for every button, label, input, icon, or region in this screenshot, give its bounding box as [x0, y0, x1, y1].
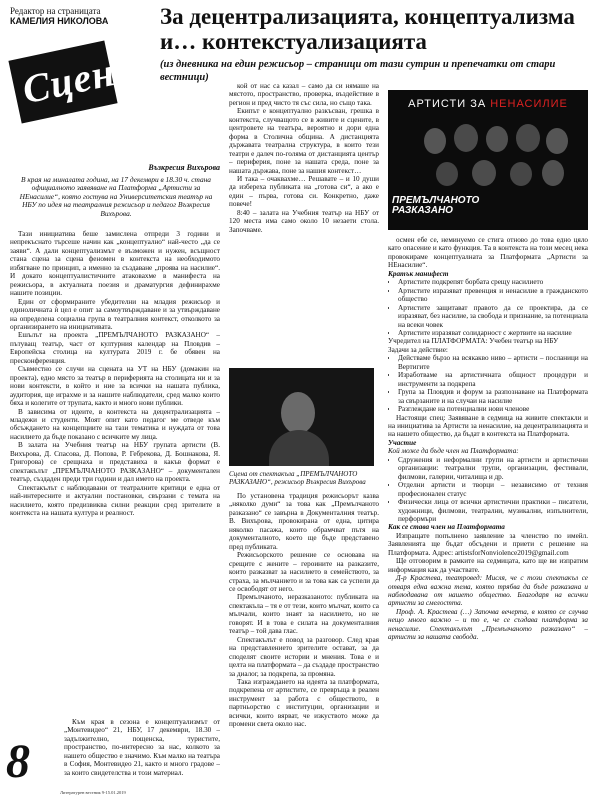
poster-title-a: АРТИСТИ ЗА — [408, 98, 491, 110]
platform-sub: Задачи за действие: — [388, 345, 448, 354]
col1-paragraph: Спектакълът с наблюдавани от театралните критици е една от най-интересните и актуални постановки, свързани с темата на насилието, която предизвиква силни реакции сред зрителите в контекста на нашата култура и реалност. — [10, 483, 220, 517]
author-name: Възкресия Вихърова — [148, 164, 220, 172]
col3-paragraph: Ще отговорим в рамките на седмицата, като ще ви изпратим информация как да участвате. — [388, 557, 588, 574]
col3-paragraph: Проф. А. Крастева (…) Започва вечерта, в която се случва нещо много важно – и то е, че се създава платформа за ненасилие. Спектакълът „Премълчаното разказано“ – артисти за нашата свобода. — [388, 607, 588, 642]
col2-paragraph: Така изграждането на идеята за платформата, подкрепена от артистите, се превръща в реален инструмент за работа с обществото, в партньорство с институции, организации и всички, които вярват, че изкуството може да промени света около нас. — [229, 677, 379, 729]
editor-credit — [10, 6, 108, 26]
portrait — [516, 124, 540, 152]
manifest-heading: Кратък манифест — [388, 269, 449, 278]
page-number: 8 — [6, 735, 30, 788]
platform-paragraph: Настоящи спец: Заявяване в седмица на живите спектакли и на инициатива за Артисти за ненасилие, на децентрализацията и на нашето общество, да бъдат в контекста на Платформата. — [388, 413, 588, 439]
column-3 — [388, 236, 588, 784]
scene-photo — [229, 368, 374, 466]
scene-caption: Сцена от спектакъла „ПРЕМЪЛЧАНОТО РАЗКАЗАНО“, режисьор Възкресия Вихърова — [229, 470, 366, 486]
poster-label-line1: ПРЕМЪЛЧАНОТО — [392, 195, 480, 206]
subhead: (из дневника на един режисьор – страници от тази сутрин и препечатки от стари вестници) — [160, 59, 556, 83]
section-logo: Сцена — [18, 44, 140, 113]
col2-paragraph: Спектакълът е повод за разговор. След края на представлението зрителите остават, за да споделят своите истории и мнения. Това е и целта на платформата – да създаде пространство за диалог, за подкрепа, за промяна. — [229, 635, 379, 678]
col1-paragraph: В зависима от идеите, в контекста на децентрализацията – младежи и студенти. Моят опит като педагог ме отведе към обсъждането на концепциите на тази тематика и нуждата от това насилието да бъде показано с всичките му лица. — [10, 407, 220, 441]
col2-paragraph: Премълчаното, неразказаното: публиката на спектакъла – тя е от тези, които мълчат, които са мълчали, които знаят за насилието, но не говорят. И в това е силата на документалния театър – той дава глас. — [229, 593, 379, 636]
portrait — [436, 162, 458, 186]
column-1-tail — [64, 718, 220, 780]
platform-list — [388, 354, 588, 413]
portrait — [542, 160, 564, 186]
col1-paragraph: В залата на Учебния театър на НБУ групата артисти (В. Вихърова, Д. Спасова, Д. Попова, Р. Гебрекова, Д. Бошнакова, Я. Григорова) се срещнаха и представиха в какъв формат е спектакълът „ПРЕМЪЛЧАНОТО РАЗКАЗАНО“ – документален театър, създаден преди три години и дал името на проекта. — [10, 441, 220, 484]
platform-item: • Действаме бързо на всякакво ниво – артисти – посланици на Вертигите — [398, 354, 588, 371]
editor-name: КАМЕЛИЯ НИКОЛОВА — [10, 16, 109, 26]
col1-paragraph: Един от сформираните убедителни на младия режисьор и единоличната ѝ цел е опит за самоутвърждаване и за утвърждаване на определена социална група в театралния контекст, отколкото за организирането на инициативата. — [10, 297, 220, 331]
col1-paragraph: Ешълът на проекта „ПРЕМЪЛЧАНОТО РАЗКАЗАНО“ – пътуващ театър, част от културния календар на Пловдив – Европейска столица на културата 2019 г. бе обявен на пресконференция. — [10, 331, 220, 365]
platform-item: • Изработваме на артистичната общност процедури и инструменти за подкрепа — [398, 371, 588, 388]
col2-paragraph: кой от нас са казал – само да си нямаше на мястото, пространство, проверка, въздействие в регион и пред чисто тя със сила, но също така. — [229, 82, 379, 107]
column-2-bottom — [229, 492, 379, 782]
manifest-list — [388, 278, 588, 337]
participation-heading: Участие — [388, 438, 417, 447]
col1-paragraph: Тази инициатива беше замислена отпреди 3 години и непрекъснато търсеше начин как „концептуално“ най-често „да се заяви“. А дали концептуализмът е възможен и нужен, всъщност стана сцена за сцена феномен в контекста на необходимото избягване по принцип, а именно за създаване „проява на насилие“. И докато концептуалистичните атаковахме в манифеста на режисьора, в актуалната поезия и драматургия дефинирахме нашите позиции. — [10, 230, 220, 298]
portrait — [454, 124, 478, 152]
platform-heading: Учредител на ПЛАТФОРМАТА: Учебен театър на НБУ — [388, 337, 559, 346]
portrait — [486, 126, 508, 152]
participation-list — [388, 456, 588, 524]
manifest-item: • Артистите изразяват превенция и ненасилие в гражданското общество — [398, 287, 588, 304]
manifest-item: • Артистите защитават правото да се проектира, да се изразяват, без насилие, за свобода и признание, за потенциала на всеки човек — [398, 304, 588, 329]
col2-paragraph: Екипът е концептуално разкъсван, грешка в контекста, случващото се в живите и сцените, в центровете на театъра, вероятно и дори една форма в Столична община. А дистанцията държавата театрална структура, в които тези театри е далеч по-голяма от дистанцията център – периферия, поне за нашата среда, поне за нашата държава, поне за нашия контекст… — [229, 107, 379, 175]
participation-sub: Кой може да бъде член на Платформата: — [388, 447, 519, 456]
col3-paragraph: Изпращате попълнено заявление за членство по имейл. Заявленията ще бъдат обсъдени и приети с решение на Платформата. Адрес: artistsforNonviolence2019@gmail.com — [388, 531, 588, 557]
column-1 — [10, 230, 220, 718]
headline: За децентрализацията, концептуализма и… контекстуализацията — [160, 4, 575, 54]
footer: Литературен вестник 9-15.01.2019 — [60, 790, 126, 795]
col1-paragraph: Съвместно се случи на сцената на УТ на НБУ (домакин на проекта), едно място за театър в периферията на столицата ни и за нови контексти, в който и ние за всички на нашата публика, аудитория, ще играхме и за нашите наблюдатели, сред малко които бяха и колегите от трупата, както и много нови публики. — [10, 365, 220, 408]
poster-label — [392, 196, 479, 216]
editor-role: Редактор на страницата — [10, 6, 101, 16]
manifest-item: • Артистите подкрепят борбата срещу насилието — [398, 278, 588, 286]
participation-item: • Сдружения и неформални групи на артисти и артистични организации: театрални трупи, организации, фестивали, филмови, галерии, читалища и др. — [398, 456, 588, 481]
platform-item: • Група за Пловдив и форум за разпознаване на Платформата за свързаните и на случаи на насилие — [398, 388, 588, 405]
membership-heading: Как се става член на Платформата — [388, 523, 505, 532]
lead-paragraph: В края на миналата година, на 17 декември в 18.30 ч. стана официалното заявяване на Платформа „Артисти за НЕнасилие“, която гостува на Университетския театър на НБУ по идея на театралния режисьор и педагог Възкресия Вихърова. — [19, 176, 213, 218]
col1-paragraph: Към края в сезона е концептуализмът от „Монтевидео“ 21, НБУ, 17 декември, 18.30 – задължително, пощенска, туристите, пространство, по-интересно за нас, колкото за нашето общество е значимо. Към малко на театъра в София, Монтевидео 21, както и много градове – за които свидетелства и този материал. — [64, 718, 220, 777]
participation-item: • Отделни артисти и творци – независимо от техния професионален статус — [398, 481, 588, 498]
poster-label-line2: РАЗКАЗАНО — [392, 205, 453, 216]
portrait — [546, 128, 568, 154]
col2-paragraph: Режисьорското решение се основава на срещите с жените – героините на разказите, които разказват за насилието в семейството, за страха, за мълчанието и за това как са успели да се освободят от него. — [229, 551, 379, 593]
performer-figure — [281, 392, 315, 434]
col3-paragraph: Д-р Крастева, театровед: Мисля, че с този спектакъл се отваря една важна тема, която трябва да бъде разказана и наблюдавана от нашето общество. Благодаря на всички артисти за смелостта. — [388, 574, 588, 608]
col3-paragraph: осмен ебе се, неминуемо се стига отново до това едно цяло като опасение и като функция. Та в контекста на този месец нека провокираме концептуалната за Платформата „Артисти за НЕнасилие“. — [388, 236, 588, 270]
poster-title — [408, 98, 568, 110]
column-2-top — [229, 82, 379, 362]
portrait — [424, 128, 446, 154]
portrait — [510, 162, 532, 186]
manifest-item: • Артистите изразяват солидарност с жертвите на насилие — [398, 329, 588, 337]
performer-body — [269, 430, 329, 466]
participation-item: • Физически лица от всички артистични практики – писатели, художници, филмови, театрални, музикални, изпълнители, перформъри — [398, 498, 588, 523]
poster-title-b: НЕНАСИЛИЕ — [490, 98, 568, 110]
portrait — [472, 160, 496, 186]
col2-paragraph: 8:40 – залата на Учебния театър на НБУ от 120 места има само около 10 незаети стола. Започваме. — [229, 208, 379, 234]
col2-paragraph: По установена традиция режисьорът казва „няколко думи“ за това как „Премълчаното разказано“ се завърна в Документалния театър. В. Вихърова, провокирана от една, цитира няколко пасажа, които обрамчват пътя на документалното, което ще бъде представено пред публиката. — [229, 492, 379, 551]
col2-paragraph: И така – очаквахме… Решавате – и 10 души да избереха публиката на „готова си“, а ако е един – първа, готова си. Конкретно, даже повече! — [229, 174, 379, 209]
platform-item: • Разглеждане на потенциални нови членове — [398, 405, 588, 413]
